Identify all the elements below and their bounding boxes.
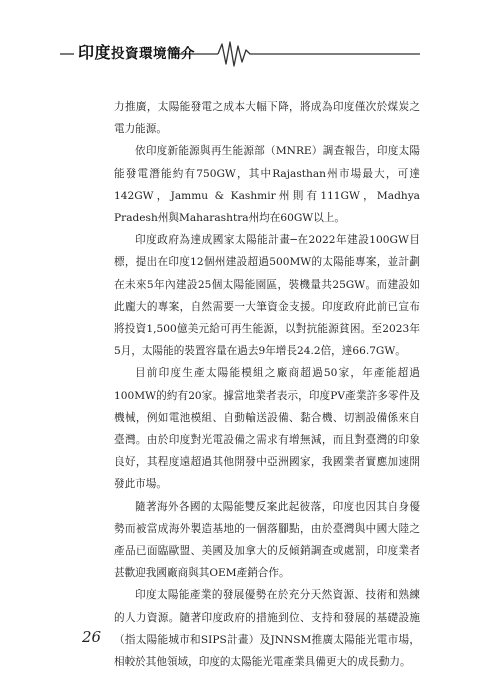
page-number: 26 bbox=[82, 628, 102, 646]
header-title-main: 印度 bbox=[78, 43, 112, 62]
paragraph-4: 目前印度生產太陽能模組之廠商超過50家，年產能超過100MW的約有20家。據當地業者表示，印度PV產業許多零件及機械，例如電池模組、自動輸送設備、黏合機、切割設備係來自臺灣。由於印度對光電設備之需求有增無減，而且對臺灣的印象良好，其程度遠超過其他開發中亞洲國家，我國業者實應加速開發此市場。 bbox=[114, 367, 420, 491]
paragraph-6: 印度太陽能產業的發展優勢在於充分天然資源、技術和熟練的人力資源。隨著印度政府的措施到位、支持和發展的基礎設施（指太陽能城市和SIPS計畫）及JNNSM推廣太陽能光電市場，相較於其他領域，印度的太陽能光電產業具備更大的成長動力。 bbox=[114, 589, 420, 669]
body-text bbox=[114, 96, 420, 673]
paragraph-1: 力推廣，太陽能發電之成本大幅下降，將成為印度僅次於煤炭之電力能源。 bbox=[114, 101, 420, 136]
header-title-rest: 投資環境簡介 bbox=[111, 46, 196, 62]
header-title bbox=[78, 40, 195, 63]
paragraph-5: 隨著海外各國的太陽能雙反案此起彼落，印度也因其自身優勢而被當成海外製造基地的一個落腳點，由於臺灣與中國大陸之產品已面臨歐盟、美國及加拿大的反傾銷調查或處罰，印度業者甚歡迎我國廠商與其OEM產銷合作。 bbox=[114, 500, 420, 580]
paragraph-2: 依印度新能源與再生能源部（MNRE）調查報告，印度太陽能發電潛能約有750GW，其中Rajasthan州市場最大，可達142GW，Jammu & Kashmir州則有111GW，Madhya Pradesh州與Maharashtra州均在60GW以上。 bbox=[114, 145, 420, 225]
heartbeat-line-icon bbox=[0, 36, 480, 72]
paragraph-3: 印度政府為達成國家太陽能計畫─在2022年建設100GW目標，提出在印度12個州建設超過500MW的太陽能專案，並計劃在未來5年內建設25個太陽能園區，裝機量共25GW。而建設如此龐大的專案，自然需要一大筆資金支援。印度政府此前已宣布將投資1,500億美元給可再生能源，以對抗能源貧困。至2023年5月，太陽能的裝置容量在過去9年增長24.2倍，達66.7GW。 bbox=[114, 234, 420, 358]
running-header bbox=[0, 36, 480, 72]
